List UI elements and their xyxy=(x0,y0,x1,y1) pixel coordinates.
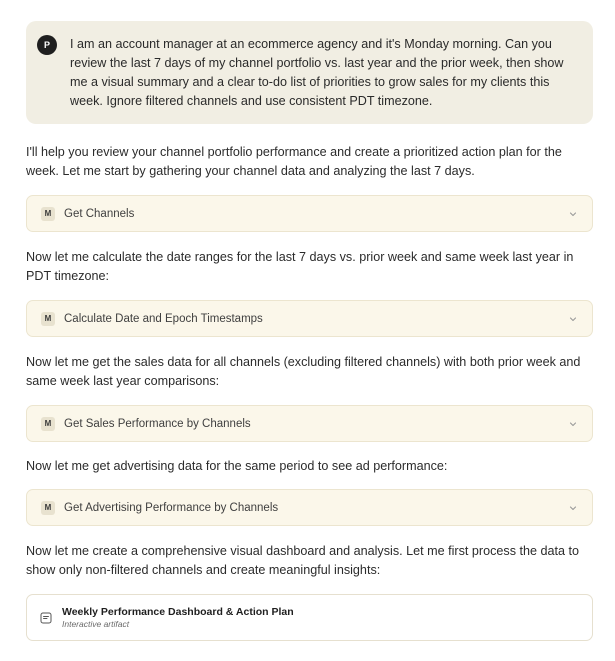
user-avatar: P xyxy=(37,35,57,55)
tool-call-sales-performance[interactable] xyxy=(26,405,593,442)
tool-label: Get Sales Performance by Channels xyxy=(64,417,251,430)
assistant-dashboard-text: Now let me create a comprehensive visual dashboard and analysis. Let me first process the data to show only non-filtered channels and create meaningful insights: xyxy=(26,544,580,577)
tool-call-calculate-date[interactable] xyxy=(26,300,593,337)
tool-call-advertising-performance[interactable] xyxy=(26,489,593,526)
tool-badge: M xyxy=(41,417,55,431)
assistant-ads-text: Now let me get advertising data for the same period to see ad performance: xyxy=(26,459,448,473)
artifact-text xyxy=(62,606,294,630)
assistant-sales-text: Now let me get the sales data for all channels (excluding filtered channels) with both prior week and same week last year comparisons: xyxy=(26,355,581,388)
document-icon xyxy=(39,611,53,625)
user-message-text: I am an account manager at an ecommerce agency and it's Monday morning. Can you review the last 7 days of my channel portfolio vs. last year and the prior week, then show me a visual summary and a clear to-do list of priorities to grow sales for my clients this week. Ignore filtered channels and use consistent PDT timezone. xyxy=(70,37,564,108)
tool-label: Calculate Date and Epoch Timestamps xyxy=(64,312,263,325)
artifact-title: Weekly Performance Dashboard & Action Plan xyxy=(62,605,294,618)
user-message xyxy=(26,21,593,124)
tool-badge: M xyxy=(41,207,55,221)
assistant-intro-text: I'll help you review your channel portfolio performance and create a prioritized action plan for the week. Let me start by gathering your channel data and analyzing the last 7 days. xyxy=(26,145,562,178)
chevron-down-icon xyxy=(568,503,578,513)
artifact-subtitle: Interactive artifact xyxy=(62,618,130,629)
chevron-down-icon xyxy=(568,209,578,219)
tool-label: Get Advertising Performance by Channels xyxy=(64,501,279,514)
chevron-down-icon xyxy=(568,314,578,324)
artifact-card[interactable] xyxy=(26,594,593,641)
tool-badge: M xyxy=(41,312,55,326)
chevron-down-icon xyxy=(568,419,578,429)
tool-call-get-channels[interactable] xyxy=(26,195,593,232)
tool-badge: M xyxy=(41,501,55,515)
tool-label: Get Channels xyxy=(64,207,135,220)
assistant-date-text: Now let me calculate the date ranges for the last 7 days vs. prior week and same week last year in PDT timezone: xyxy=(26,250,574,283)
